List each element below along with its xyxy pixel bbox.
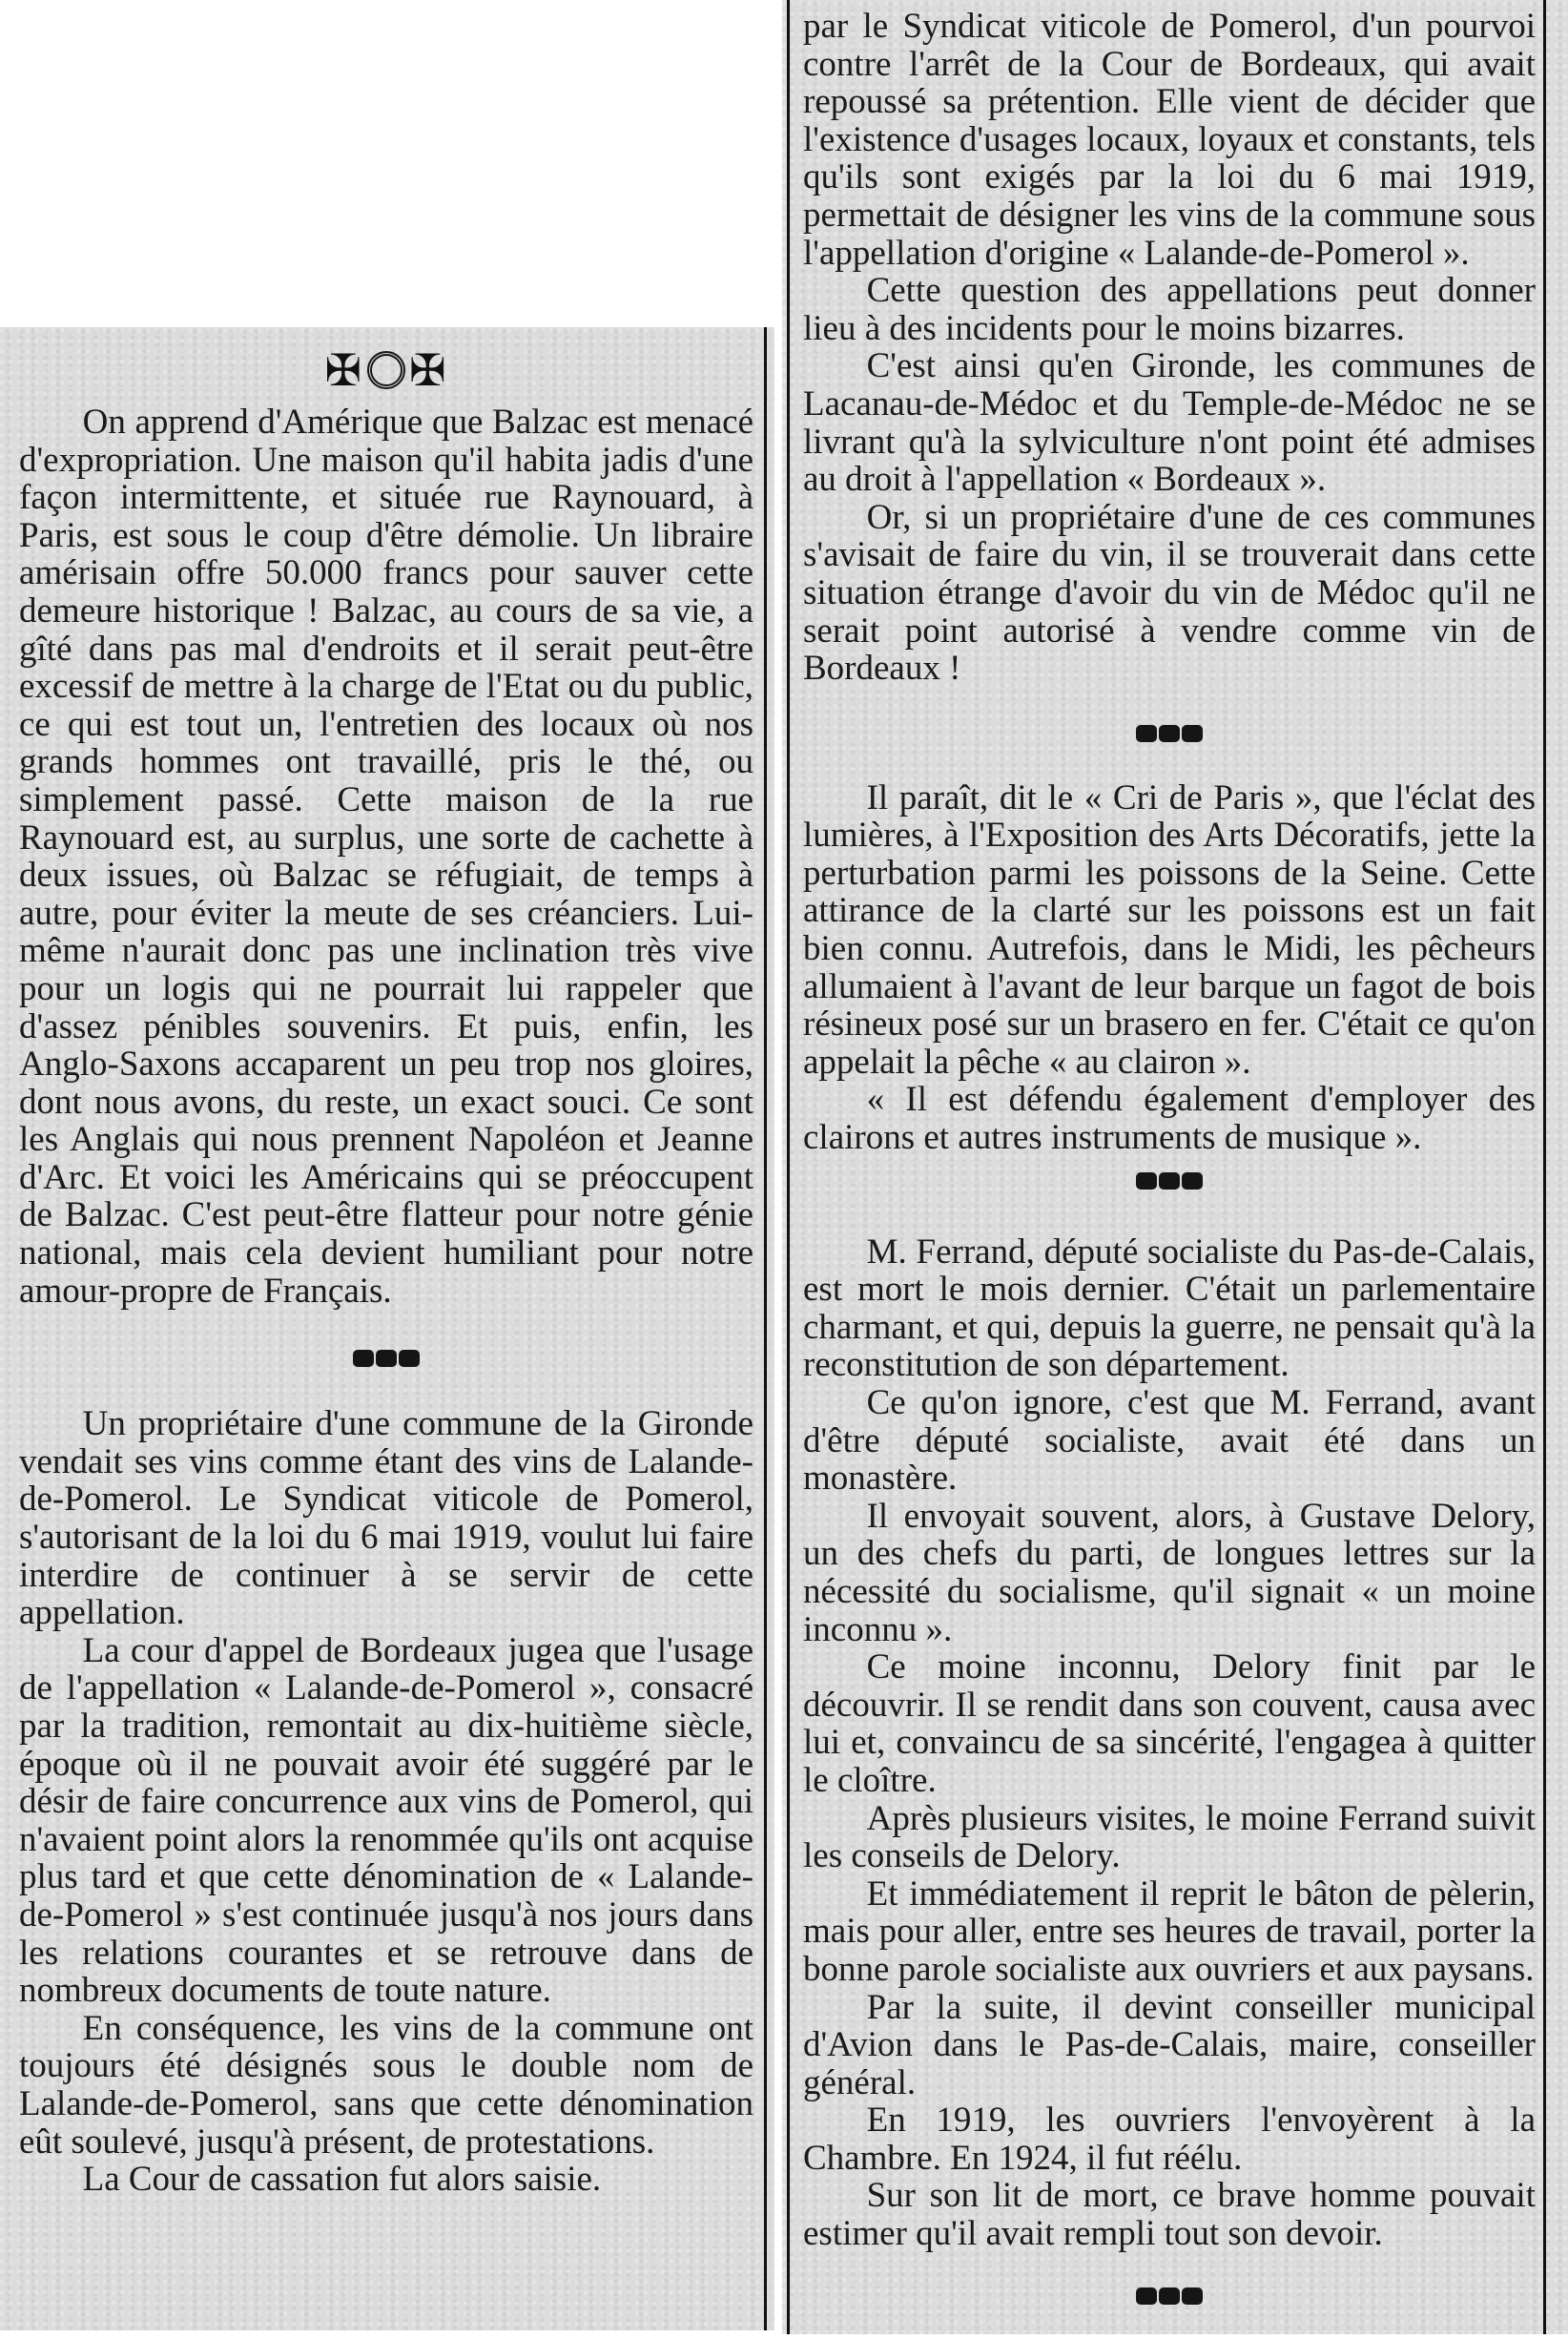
column-rule — [787, 0, 790, 2334]
ferrand-paragraph: Après plusieurs visites, le moine Ferrand suivit les conseils de Delory. — [803, 1798, 1536, 1876]
separator-ornament-icon — [19, 1310, 753, 1405]
appellation-paragraph: Or, si un propriétaire d'une de ces communes s'avisait de faire du vin, il se trouverait dans cette situation étrange d'avoir du vin de Médoc qu'il ne serait point autorisé à vendre comme vin de Bordeaux ! — [803, 497, 1536, 689]
pomerol-article-paragraph: La Cour de cassation fut alors saisie. — [82, 2160, 602, 2200]
seine-fish-paragraph: Il paraît, dit le « Cri de Paris », que l'éclat des lumières, à l'Exposition des Arts Décoratifs, jette la perturbation parmi les poissons de la Seine. Cette attirance de la clarté sur les poissons est un fait bien connu. Autrefois, dans le Midi, les pêcheurs allumaient à l'avant de leur barque un fagot de bois résineux posé sur un brasero en fer. C'était ce qu'on appelait la pêche « au clairon ». — [803, 777, 1536, 1082]
separator-ornament-icon — [803, 688, 1536, 779]
separator-ornament-icon — [803, 1157, 1536, 1233]
ferrand-paragraph: Ce moine inconnu, Delory finit par le découvrir. Il se rendit dans son couvent, causa avec lui et, convaincu de sa sincérité, l'engagea à quitter le cloître. — [803, 1647, 1536, 1800]
balzac-article-paragraph: On apprend d'Amérique que Balzac est menacé d'expropriation. Une maison qu'il habita jadis d'une façon intermittente, et située rue Raynouard, à Paris, est sous le coup d'être démolie. Un libraire amérisain offre 50.000 francs pour sauver cette demeure historique ! Balzac, au cours de sa vie, a gîté dans pas mal d'endroits et il serait peut-être excessif de mettre à la charge de l'Etat ou du public, ce qui est tout un, l'entretien des locaux où nos grands hommes ont travaillé, pris le thé, ou simplement passé. Cette maison de la rue Raynouard est, au surplus, une sorte de cachette à deux issues, où Balzac se réfugiait, de temps à autre, pour éviter la meute de ses créanciers. Lui-même n'aurait donc pas une inclination très vive pour un logis qui ne pourrait lui rappeler que d'assez pénibles souvenirs. Et puis, enfin, les Anglo-Saxons accaparent un peu trop nos gloires, dont nous avons, du reste, un exact souci. Ce sont les Anglais qui nous prennent Napoléon et Jeanne d'Arc. Et voici les Américains qui se préoccupent de Balzac. C'est peut-être flatteur pour notre génie national, mais cela devient humiliant pour notre amour-propre de Français. — [19, 403, 753, 1311]
ferrand-paragraph: Et immédiatement il reprit le bâton de pèlerin, mais pour aller, entre ses heures de travail, porter la bonne parole socialiste aux ouvriers et aux paysans. — [803, 1873, 1536, 1989]
appellation-paragraph: Cette question des appellations peut donner lieu à des incidents pour le moins bizarres. — [803, 271, 1536, 348]
top-ornament-icon: ✠ ✠ — [324, 343, 448, 396]
appellation-paragraph: C'est ainsi qu'en Gironde, les communes de Lacanau-de-Médoc et du Temple-de-Médoc ne se livrant qu'à la sylviculture n'ont point été admises au droit à l'appellation « Bordeaux ». — [803, 346, 1536, 500]
pomerol-continued-paragraph: par le Syndicat viticole de Pomerol, d'un pourvoi contre l'arrêt de la Cour de Bordeaux, qui avait repoussé sa prétention. Elle vient de décider que l'existence d'usages locaux, loyaux et constants, tels qu'ils sont exigés par la loi du 6 mai 1919, permettait de désigner les vins de la commune sous l'appellation d'origine « Lalande-de-Pomerol ». — [803, 7, 1536, 273]
column-rule — [764, 327, 767, 2330]
column-rule — [1543, 0, 1546, 2334]
pomerol-article-paragraph: Un propriétaire d'une commune de la Gironde vendait ses vins comme étant des vins de Lalande-de-Pomerol. Le Syndicat viticole de Pomerol, s'autorisant de la loi du 6 mai 1919, voulut lui faire interdire de continuer à se servir de cette appellation. — [19, 1404, 753, 1633]
pomerol-article-paragraph: La cour d'appel de Bordeaux jugea que l'usage de l'appellation « Lalande-de-Pomerol », consacré par la tradition, remontait au dix-huitième siècle, époque où il ne pouvait avoir été suggéré par le désir de faire concurrence aux vins de Pomerol, qui n'avaient point alors la renommée qu'ils ont acquise plus tard et que cette dénomination de « Lalande-de-Pomerol » s'est continuée jusqu'à nos jours dans les relations courantes et se retrouve dans de nombreux documents de toute nature. — [19, 1630, 753, 2011]
right-newspaper-column — [782, 0, 1568, 2334]
ferrand-paragraph: M. Ferrand, député socialiste du Pas-de-Calais, est mort le mois dernier. C'était un parlementaire charmant, et qui, depuis la guerre, ne pensait qu'à la reconstitution de son département. — [803, 1232, 1536, 1385]
separator-ornament-icon — [803, 2253, 1536, 2310]
pomerol-article-paragraph: En conséquence, les vins de la commune ont toujours été désignés sous le double nom de Lalande-de-Pomerol, sans que cette dénomination eût soulevé, jusqu'à présent, de protestations. — [19, 2008, 753, 2162]
ferrand-paragraph: Par la suite, il devint conseiller municipal d'Avion dans le Pas-de-Calais, maire, conseiller général. — [803, 1987, 1536, 2102]
left-newspaper-column — [0, 327, 774, 2330]
ferrand-paragraph: Il envoyait souvent, alors, à Gustave Delory, un des chefs du parti, de longues lettres sur la nécessité du socialisme, qu'il signait « un moine inconnu ». — [803, 1496, 1536, 1649]
ferrand-paragraph: En 1919, les ouvriers l'envoyèrent à la Chambre. En 1924, il fut réélu. — [803, 2101, 1536, 2178]
seine-fish-paragraph: « Il est défendu également d'employer des clairons et autres instruments de musique ». — [803, 1080, 1536, 1158]
ferrand-paragraph: Sur son lit de mort, ce brave homme pouvait estimer qu'il avait rempli tout son devoir. — [803, 2176, 1536, 2254]
ferrand-paragraph: Ce qu'on ignore, c'est que M. Ferrand, avant d'être député socialiste, avait été dans un monastère. — [803, 1383, 1536, 1499]
